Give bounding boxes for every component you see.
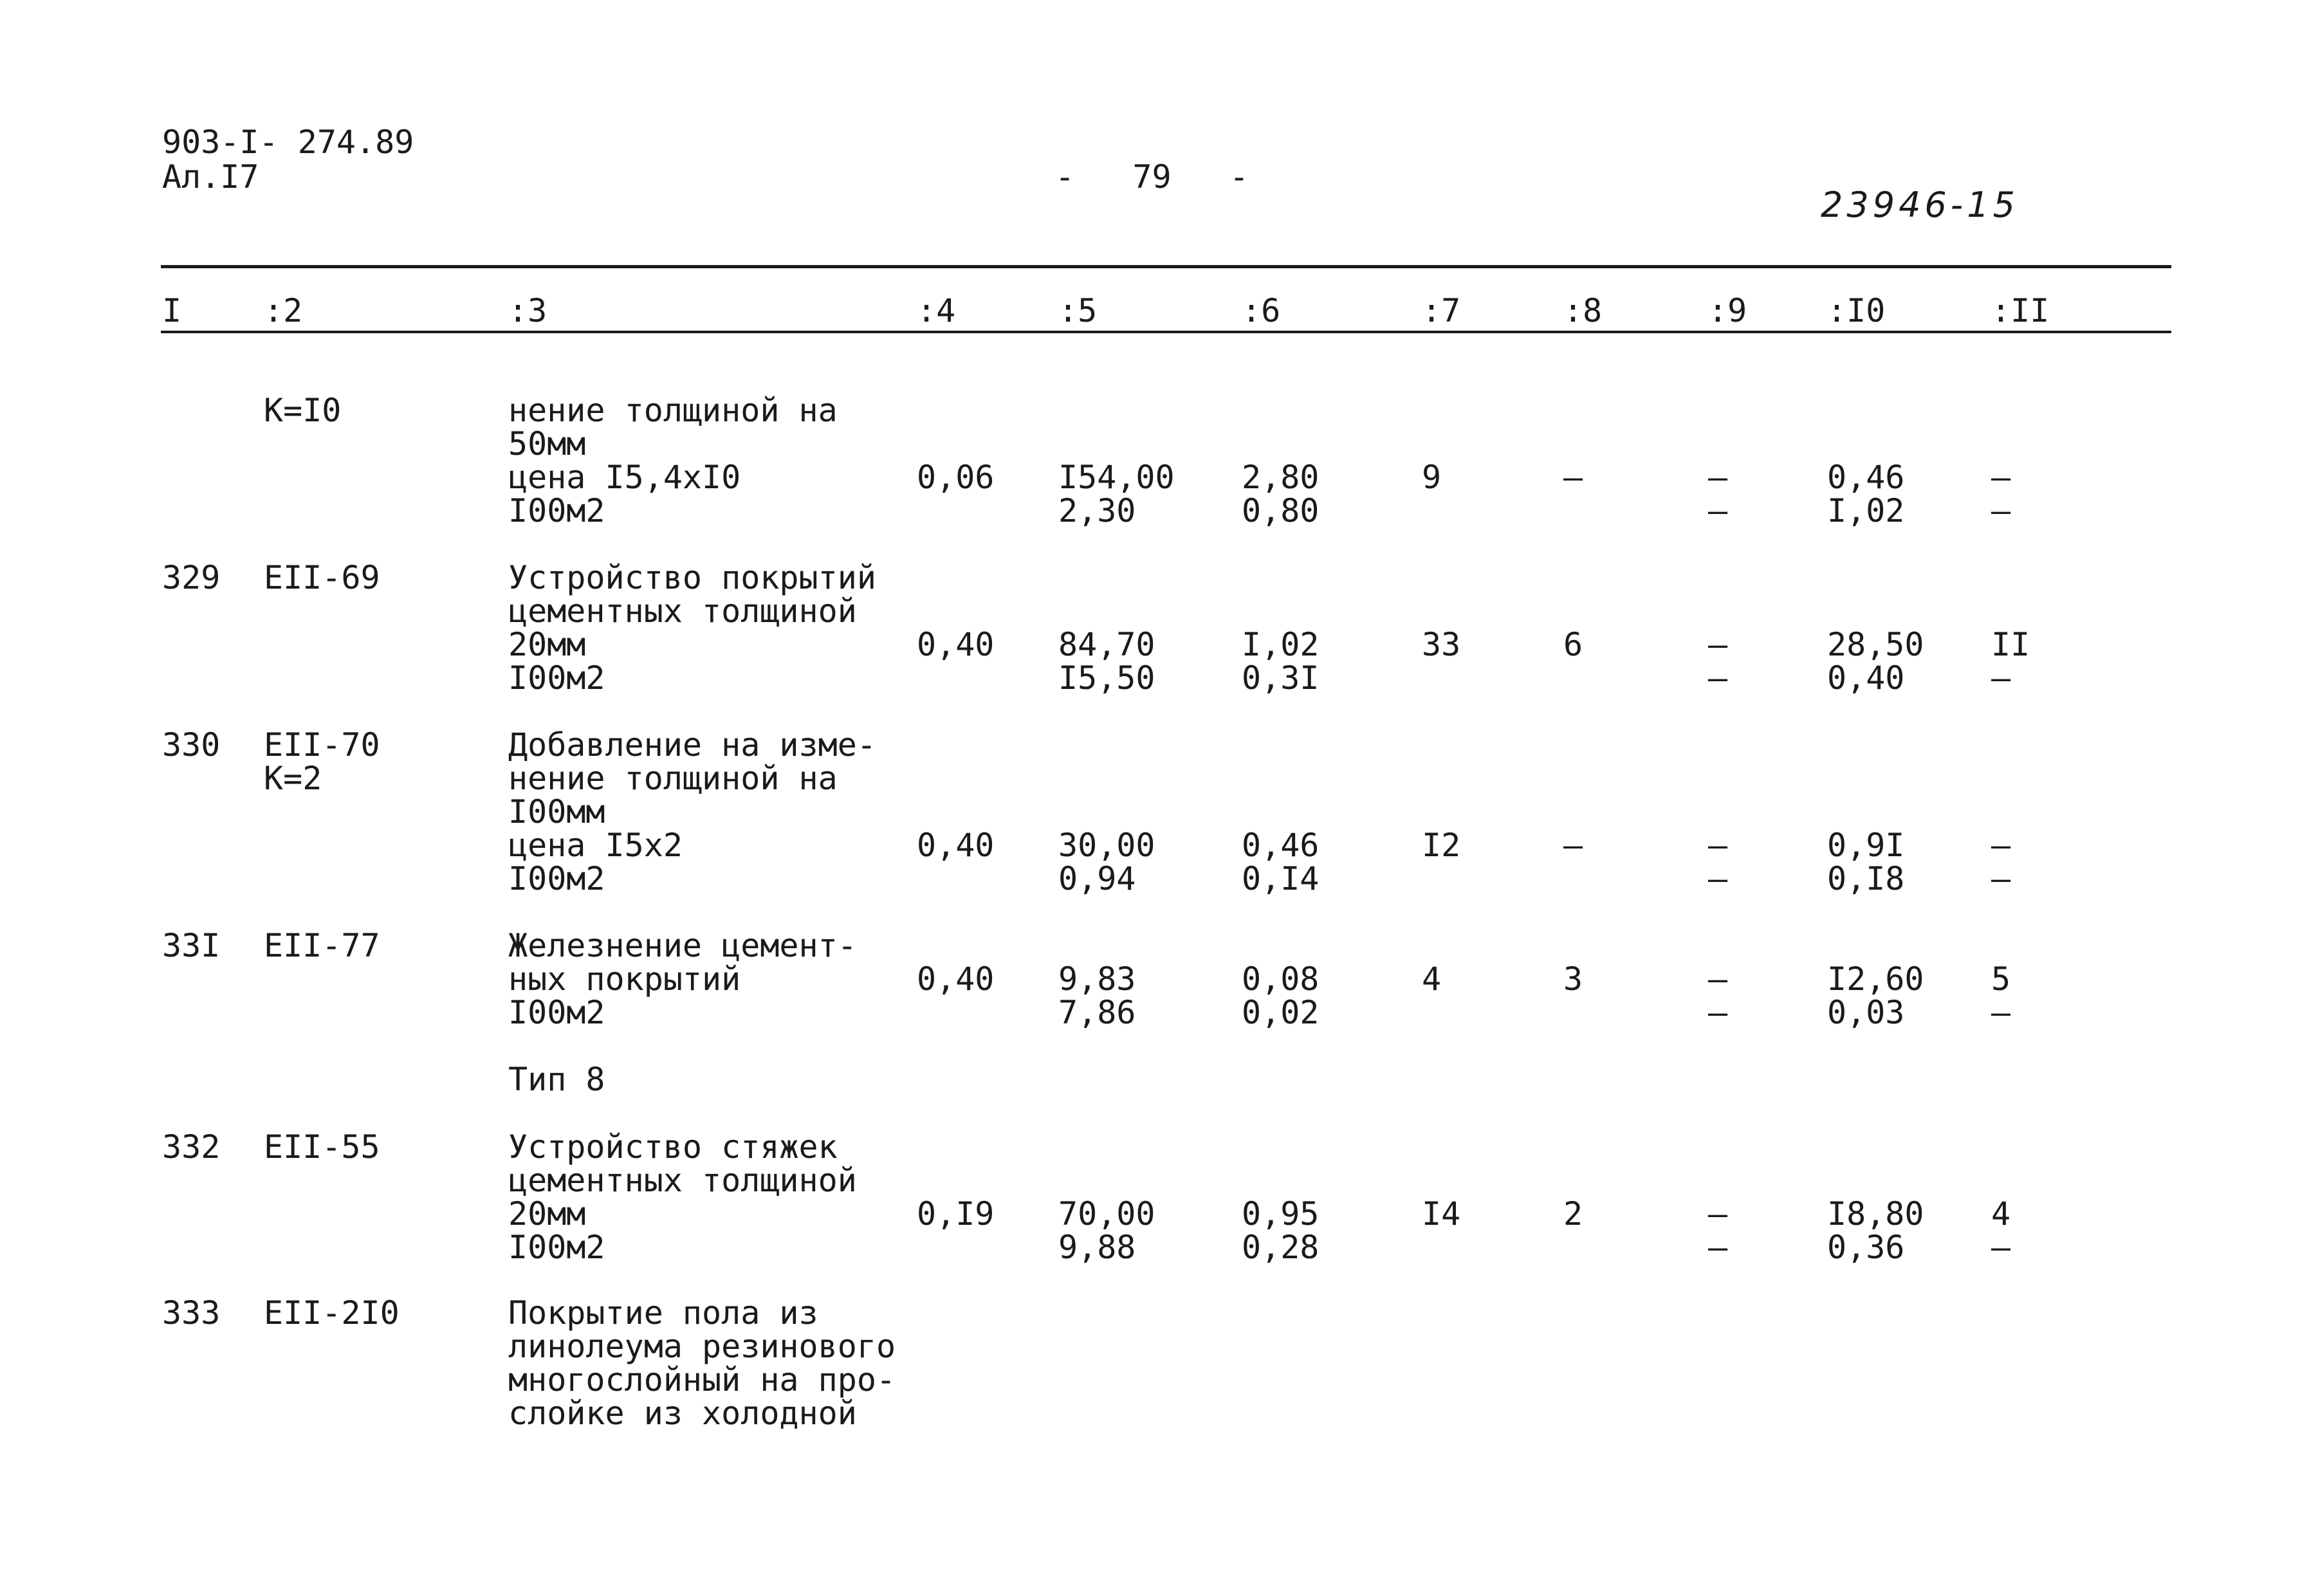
- norm-code: [264, 561, 380, 594]
- norm-code: [264, 929, 380, 962]
- col-8-value: 2: [1563, 1195, 1583, 1233]
- col-10-line: 0,I8: [1827, 860, 1905, 897]
- header-rule: [161, 331, 2171, 333]
- col-10-line: I,02: [1827, 492, 1905, 529]
- row-number: [162, 929, 220, 962]
- work-description: [508, 929, 857, 1029]
- col-9-line: –: [1708, 659, 1728, 697]
- col-11: [1991, 962, 2010, 1029]
- total-cost: [1242, 829, 1319, 895]
- column-header-2: :2: [264, 292, 303, 329]
- col-7-value: I2: [1422, 827, 1461, 864]
- col-9-line: –: [1708, 860, 1728, 897]
- col-11: [1991, 461, 2010, 527]
- col-8: [1563, 962, 1583, 996]
- total-cost: [1242, 1197, 1319, 1264]
- col-9-line: –: [1708, 492, 1728, 529]
- unit-cost: [1058, 1197, 1155, 1264]
- col-10: [1827, 628, 1924, 695]
- col-7-value: 4: [1422, 960, 1442, 998]
- col-11-line: –: [1991, 459, 2011, 496]
- col-8-value: –: [1563, 827, 1583, 864]
- col-10: [1827, 829, 1904, 895]
- column-header-11: :II: [1991, 292, 2050, 329]
- work-description-line: I00м2: [508, 860, 605, 897]
- norm-code-line: ЕII-69: [264, 559, 380, 596]
- norm-code-line: ЕII-55: [264, 1128, 380, 1166]
- column-header-9: :9: [1708, 292, 1747, 329]
- document-code: 903-I- 274.89: [162, 124, 414, 161]
- work-description-line: цементных толщиной: [508, 1162, 857, 1199]
- col-9: [1708, 829, 1727, 895]
- quantity: [917, 461, 994, 494]
- col-7: [1422, 829, 1460, 862]
- total-cost-line: I,02: [1242, 626, 1320, 663]
- work-description-line: ных покрытий: [508, 960, 741, 998]
- quantity-value: 0,40: [917, 960, 995, 998]
- col-10: [1827, 461, 1904, 527]
- column-header-7: :7: [1422, 292, 1461, 329]
- col-11-line: –: [1991, 1229, 2011, 1266]
- row-number-value: 332: [162, 1128, 221, 1166]
- work-description-line: цена I5,4хI0: [508, 459, 741, 496]
- work-description-line: I00мм: [508, 793, 605, 830]
- col-8: [1563, 1197, 1583, 1231]
- unit-cost-line: 70,00: [1058, 1195, 1155, 1233]
- col-9-line: –: [1708, 459, 1728, 496]
- col-8: [1563, 628, 1583, 661]
- unit-cost-line: 84,70: [1058, 626, 1155, 663]
- work-description-line: Устройство покрытий: [508, 559, 876, 596]
- row-number: [162, 1130, 220, 1164]
- work-description-line: 50мм: [508, 425, 586, 463]
- handwritten-stamp: 23946-15: [1821, 185, 2019, 225]
- unit-cost-line: 0,94: [1058, 860, 1136, 897]
- unit-cost: [1058, 628, 1155, 695]
- work-description: [508, 561, 876, 695]
- unit-cost: [1058, 962, 1136, 1029]
- row-number-value: 33I: [162, 927, 221, 964]
- work-description-line: Устройство стяжек: [508, 1128, 838, 1166]
- norm-code-line: К=I0: [264, 392, 342, 429]
- work-description: [508, 1130, 857, 1264]
- row-number: [162, 561, 220, 594]
- col-7-value: 9: [1422, 459, 1442, 496]
- col-11-line: 5: [1991, 960, 2011, 998]
- norm-code: [264, 1296, 400, 1330]
- row-number-value: 330: [162, 726, 221, 764]
- unit-cost-line: I5,50: [1058, 659, 1155, 697]
- row-number: [162, 1296, 220, 1330]
- col-7-value: I4: [1422, 1195, 1461, 1233]
- work-description-line: I00м2: [508, 994, 605, 1031]
- total-cost-line: 2,80: [1242, 459, 1320, 496]
- col-9-line: –: [1708, 626, 1728, 663]
- total-cost-line: 0,95: [1242, 1195, 1320, 1233]
- col-10-line: I8,80: [1827, 1195, 1924, 1233]
- col-7: [1422, 962, 1441, 996]
- col-11-line: –: [1991, 827, 2011, 864]
- sheet-label: Ал.I7: [162, 158, 259, 196]
- norm-code-line: ЕII-77: [264, 927, 380, 964]
- top-rule: [161, 265, 2171, 268]
- work-description-line: нение толщиной на: [508, 392, 838, 429]
- col-11: [1991, 1197, 2010, 1264]
- work-description: [508, 1296, 896, 1430]
- col-11: [1991, 628, 2030, 695]
- col-7: [1422, 1197, 1460, 1231]
- col-11: [1991, 829, 2010, 895]
- unit-cost: [1058, 829, 1155, 895]
- norm-code-line: К=2: [264, 760, 322, 797]
- column-header-8: :8: [1563, 292, 1603, 329]
- work-description-line: I00м2: [508, 659, 605, 697]
- col-11-line: 4: [1991, 1195, 2011, 1233]
- col-8-value: 6: [1563, 626, 1583, 663]
- norm-code: [264, 394, 341, 427]
- col-9: [1708, 461, 1727, 527]
- quantity: [917, 1197, 994, 1231]
- norm-code: [264, 1130, 380, 1164]
- work-description-line: нение толщиной на: [508, 760, 838, 797]
- col-11-line: –: [1991, 492, 2011, 529]
- norm-code-line: ЕII-70: [264, 726, 380, 764]
- norm-code: [264, 728, 380, 795]
- col-9-line: –: [1708, 960, 1728, 998]
- col-10-line: I2,60: [1827, 960, 1924, 998]
- col-10-line: 28,50: [1827, 626, 1924, 663]
- work-description-line: 20мм: [508, 626, 586, 663]
- unit-cost-line: 9,88: [1058, 1229, 1136, 1266]
- norm-code-line: ЕII-2I0: [264, 1294, 400, 1332]
- col-7: [1422, 628, 1460, 661]
- work-description-line: Добавление на изме-: [508, 726, 876, 764]
- total-cost-line: 0,08: [1242, 960, 1320, 998]
- work-description-line: линолеума резинового: [508, 1328, 896, 1365]
- col-7: [1422, 461, 1441, 494]
- col-10: [1827, 1197, 1924, 1264]
- quantity-value: 0,40: [917, 626, 995, 663]
- page-number: - 79 -: [1055, 158, 1249, 196]
- total-cost-line: 0,80: [1242, 492, 1320, 529]
- work-description-line: цена I5х2: [508, 827, 683, 864]
- column-header-4: :4: [917, 292, 956, 329]
- col-11-line: –: [1991, 860, 2011, 897]
- total-cost: [1242, 962, 1319, 1029]
- total-cost-line: 0,46: [1242, 827, 1320, 864]
- work-description: [508, 1063, 605, 1096]
- unit-cost: [1058, 461, 1175, 527]
- col-9-line: –: [1708, 994, 1728, 1031]
- work-description-line: многослойный на про-: [508, 1361, 896, 1399]
- work-description-line: I00м2: [508, 1229, 605, 1266]
- quantity: [917, 628, 994, 661]
- col-10-line: 0,40: [1827, 659, 1905, 697]
- quantity-value: 0,40: [917, 827, 995, 864]
- work-description-line: слойке из холодной: [508, 1395, 857, 1432]
- row-number-value: 329: [162, 559, 221, 596]
- work-description-line: Покрытие пола из: [508, 1294, 818, 1332]
- col-9: [1708, 1197, 1727, 1264]
- work-description-line: 20мм: [508, 1195, 586, 1233]
- unit-cost-line: I54,00: [1058, 459, 1175, 496]
- quantity-value: 0,I9: [917, 1195, 995, 1233]
- col-8: [1563, 461, 1583, 494]
- total-cost: [1242, 628, 1319, 695]
- unit-cost-line: 7,86: [1058, 994, 1136, 1031]
- row-number-value: 333: [162, 1294, 221, 1332]
- work-description-line: I00м2: [508, 492, 605, 529]
- column-header-5: :5: [1058, 292, 1098, 329]
- col-10-line: 0,36: [1827, 1229, 1905, 1266]
- unit-cost-line: 9,83: [1058, 960, 1136, 998]
- total-cost-line: 0,28: [1242, 1229, 1320, 1266]
- col-7-value: 33: [1422, 626, 1461, 663]
- work-description: [508, 394, 838, 527]
- quantity: [917, 829, 994, 862]
- col-9-line: –: [1708, 1195, 1728, 1233]
- work-description-line: Тип 8: [508, 1061, 605, 1098]
- column-header-10: :I0: [1827, 292, 1886, 329]
- column-header-3: :3: [508, 292, 547, 329]
- col-9-line: –: [1708, 827, 1728, 864]
- work-description-line: цементных толщиной: [508, 592, 857, 630]
- col-11-line: –: [1991, 994, 2011, 1031]
- total-cost: [1242, 461, 1319, 527]
- col-10-line: 0,9I: [1827, 827, 1905, 864]
- col-10: [1827, 962, 1924, 1029]
- total-cost-line: 0,3I: [1242, 659, 1320, 697]
- total-cost-line: 0,I4: [1242, 860, 1320, 897]
- column-header-6: :6: [1242, 292, 1281, 329]
- col-8: [1563, 829, 1583, 862]
- col-11-line: –: [1991, 659, 2011, 697]
- col-8-value: 3: [1563, 960, 1583, 998]
- col-8-value: –: [1563, 459, 1583, 496]
- col-10-line: 0,03: [1827, 994, 1905, 1031]
- col-9: [1708, 628, 1727, 695]
- unit-cost-line: 30,00: [1058, 827, 1155, 864]
- col-9-line: –: [1708, 1229, 1728, 1266]
- col-11-line: II: [1991, 626, 2030, 663]
- quantity: [917, 962, 994, 996]
- row-number: [162, 728, 220, 762]
- work-description-line: Железнение цемент-: [508, 927, 857, 964]
- col-10-line: 0,46: [1827, 459, 1905, 496]
- col-9: [1708, 962, 1727, 1029]
- total-cost-line: 0,02: [1242, 994, 1320, 1031]
- unit-cost-line: 2,30: [1058, 492, 1136, 529]
- column-header-1: I: [162, 292, 182, 329]
- work-description: [508, 728, 876, 895]
- quantity-value: 0,06: [917, 459, 995, 496]
